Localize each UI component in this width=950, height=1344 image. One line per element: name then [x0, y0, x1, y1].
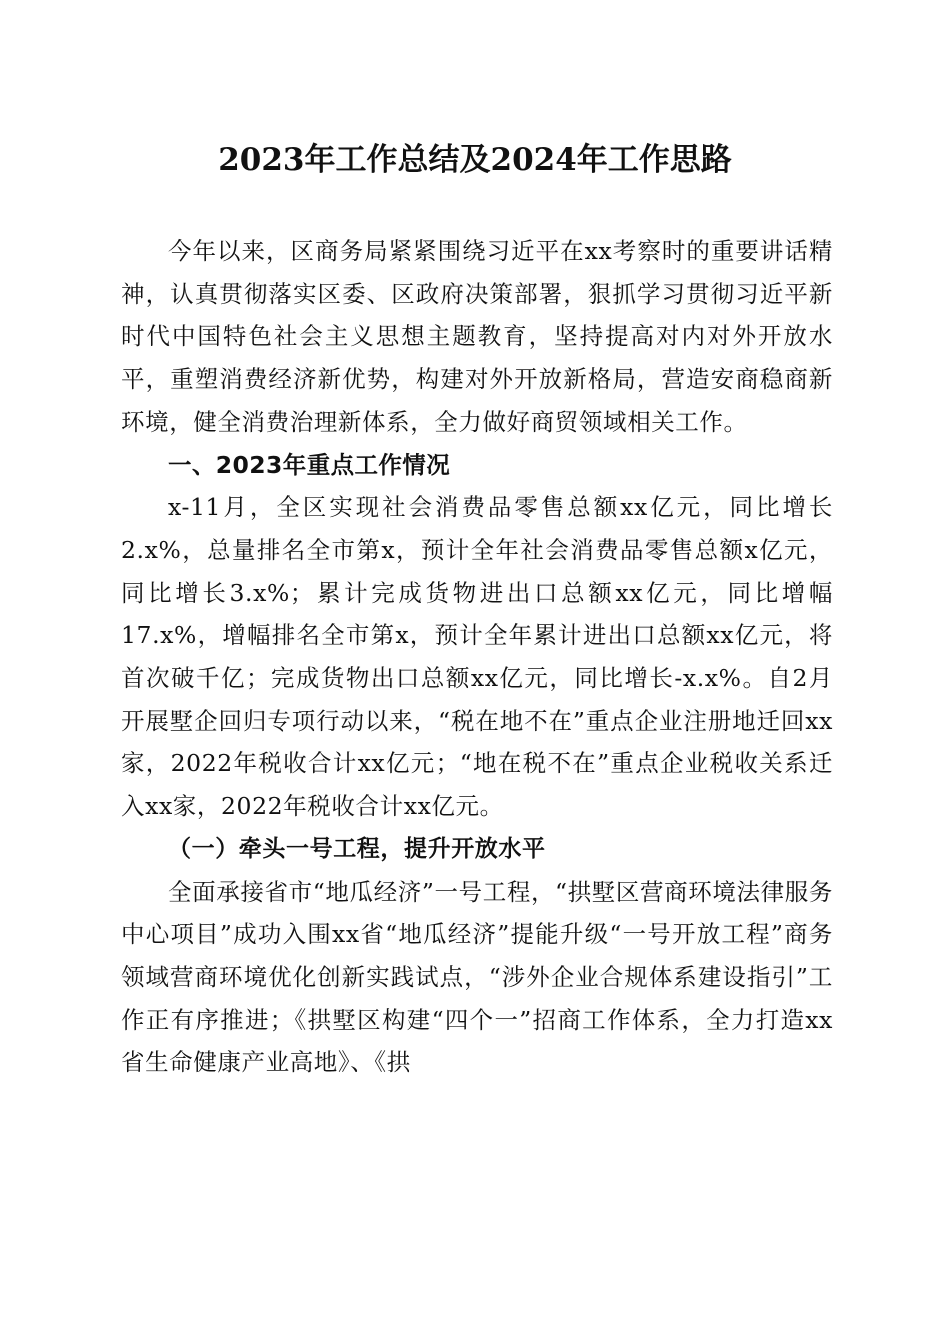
- subsection-heading: （一）牵头一号工程，提升开放水平: [168, 834, 546, 862]
- section-heading: 一、2023年重点工作情况: [168, 450, 451, 479]
- document-title: 2023年工作总结及2024年工作思路: [218, 142, 732, 178]
- intro-paragraph: 今年以来，区商务局紧紧围绕习近平在xx考察时的重要讲话精神，认真贯彻落实区委、区政府决策部署，狠抓学习贯彻习近平新时代中国特色社会主义思想主题教育，坚持提高对内对外开放水平，重塑消费经济新优势，构建对外开放新格局，营造安商稳商新环境，健全消费治理新体系，全力做好商贸领域相关工作。: [121, 237, 833, 436]
- document-body: [121, 230, 833, 1084]
- summary-paragraph: x-11月，全区实现社会消费品零售总额xx亿元，同比增长2.x%，总量排名全市第x，预计全年社会消费品零售总额x亿元，同比增长3.x%；累计完成货物进出口总额xx亿元，同比增幅17.x%，增幅排名全市第x，预计全年累计进出口总额xx亿元，将首次破千亿；完成货物出口总额xx亿元，同比增长-x.x%。自2月开展墅企回归专项行动以来，“税在地不在”重点企业注册地迁回xx家，2022年税收合计xx亿元；“地在税不在”重点企业税收关系迁入xx家，2022年税收合计xx亿元。: [121, 493, 833, 821]
- subsection-paragraph: 全面承接省市“地瓜经济”一号工程，“拱墅区营商环境法律服务中心项目”成功入围xx省“地瓜经济”提能升级“一号开放工程”商务领域营商环境优化创新实践试点，“涉外企业合规体系建设指引”工作正有序推进；《拱墅区构建“四个一”招商工作体系，全力打造xx省生命健康产业高地》、《拱: [121, 877, 833, 1077]
